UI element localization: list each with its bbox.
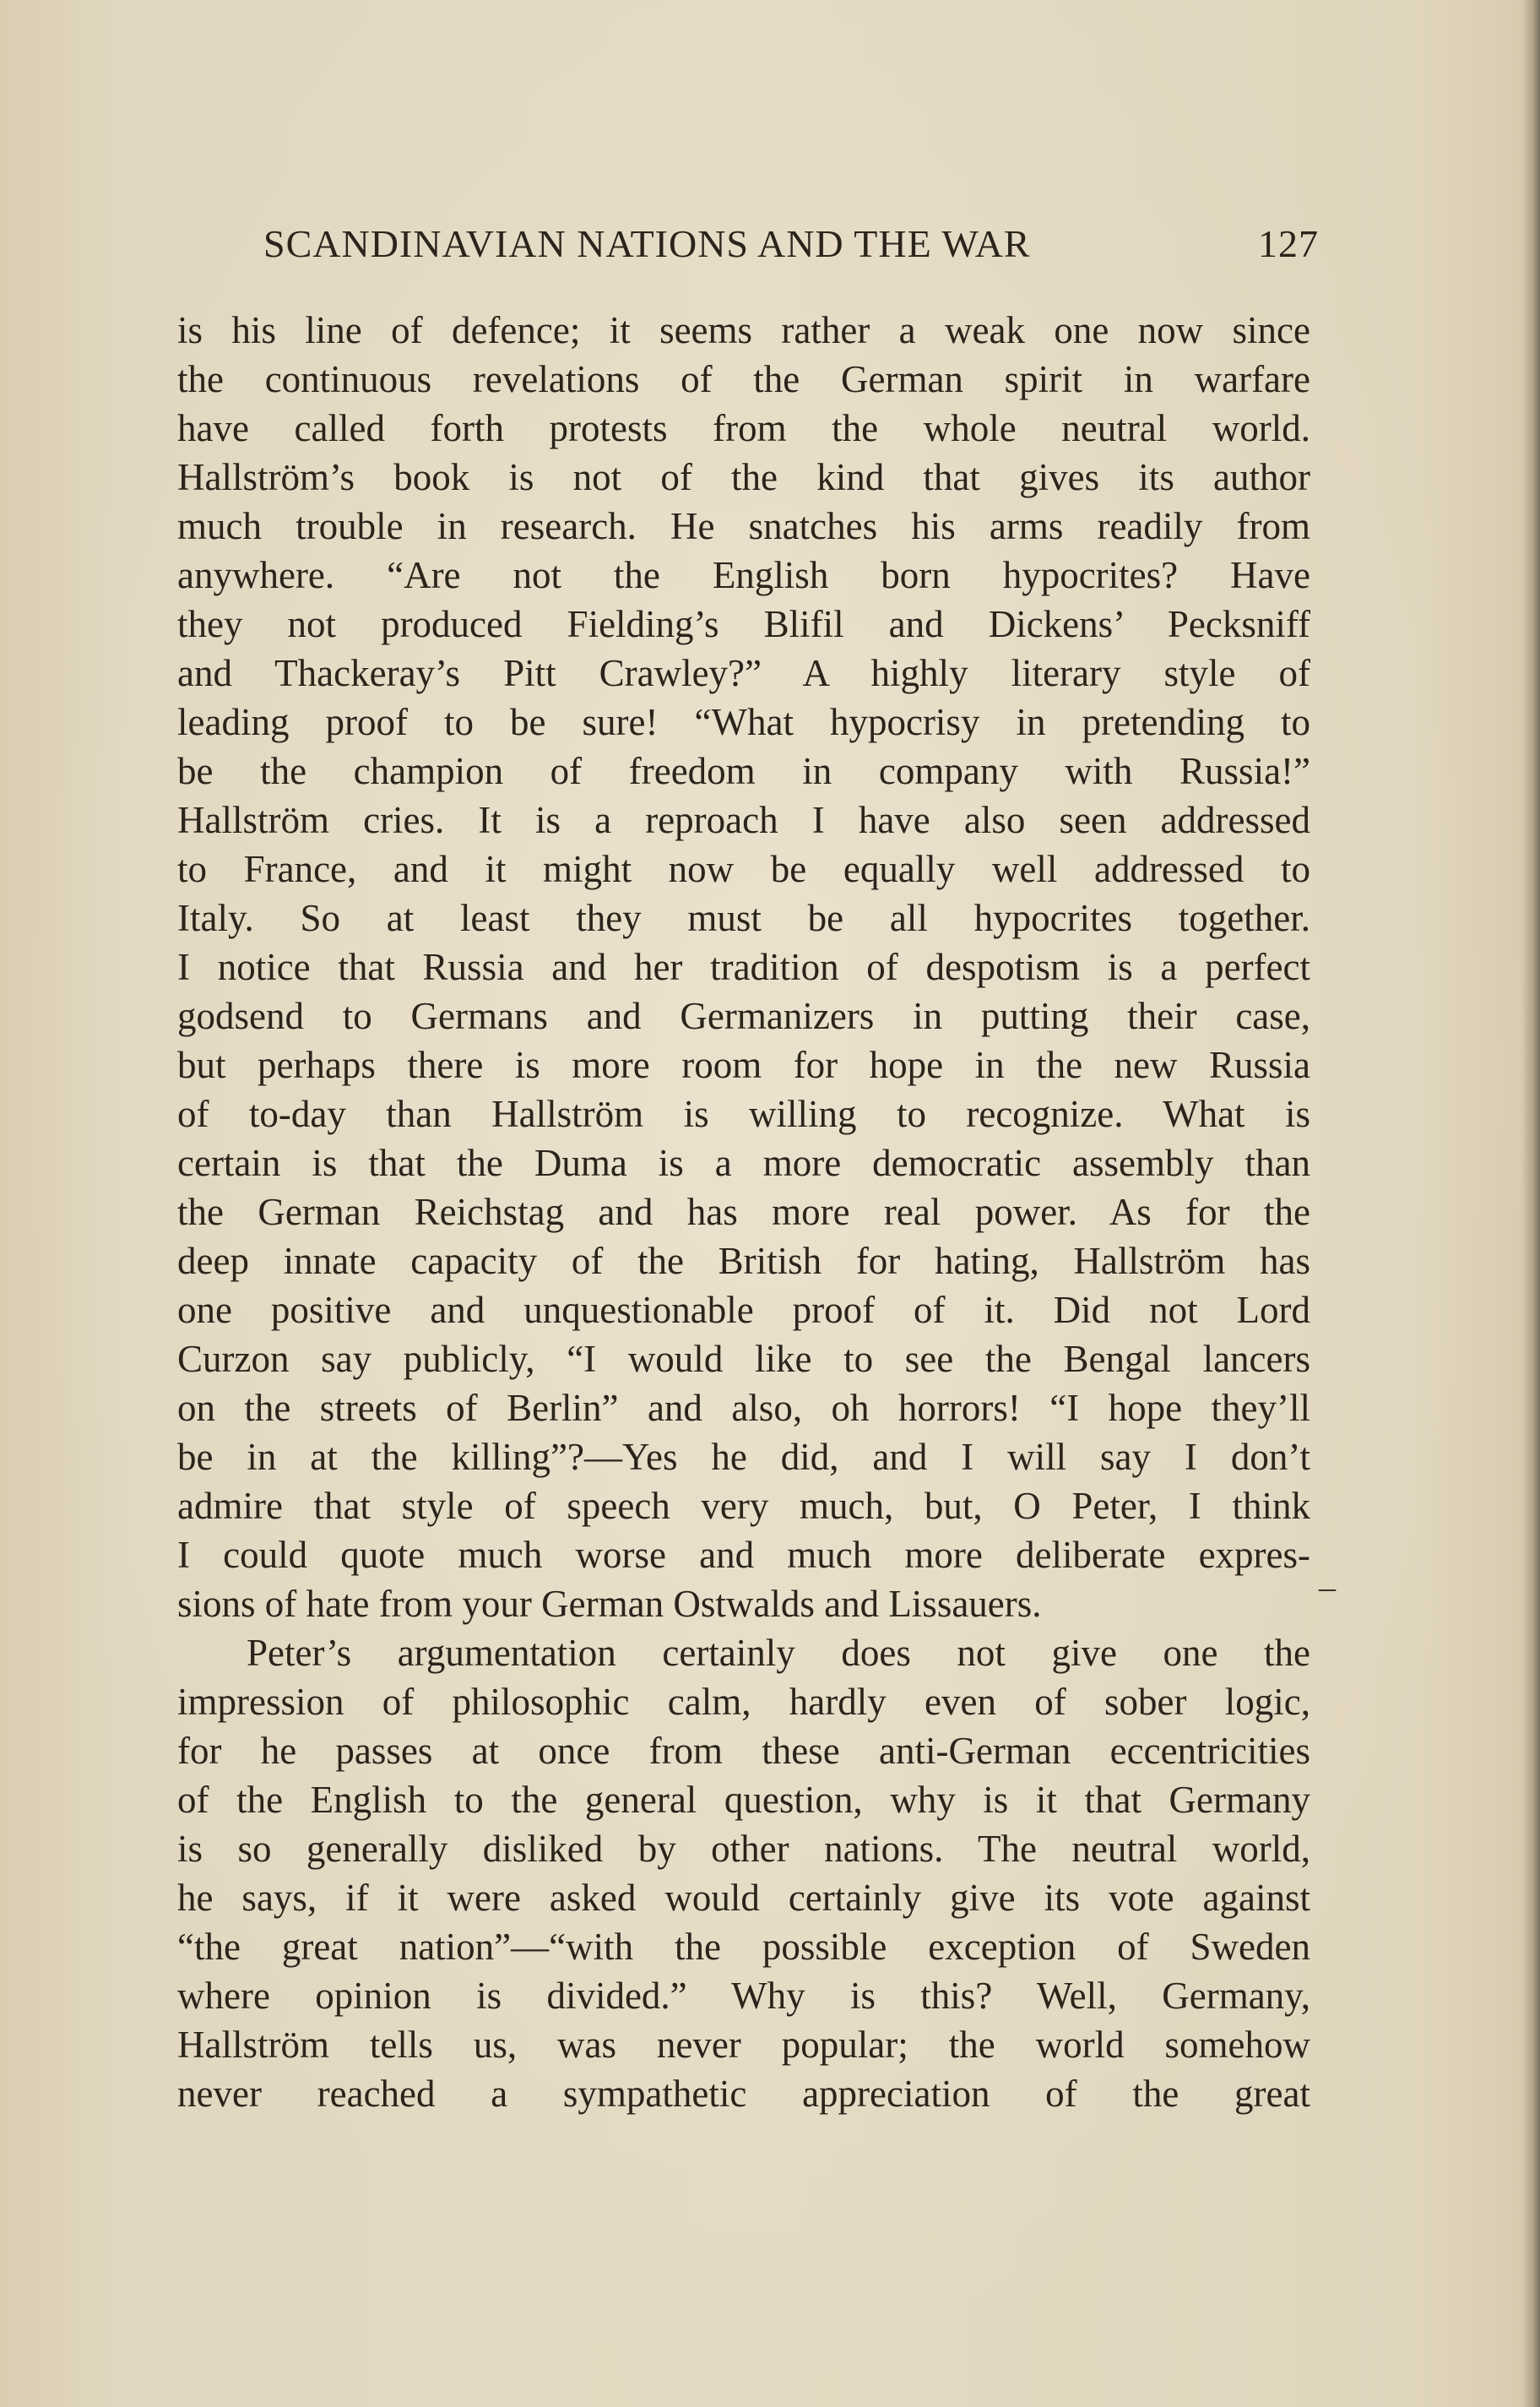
text-line: much trouble in research. He snatches his arms readily from xyxy=(177,505,1310,547)
text-line: of to-day than Hallström is willing to recognize. What is xyxy=(177,1093,1310,1135)
page-edge-shadow xyxy=(1521,0,1540,2407)
text-line: on the streets of Berlin” and also, oh horrors! “I hope they’ll xyxy=(177,1387,1310,1429)
text-line: they not produced Fielding’s Blifil and Dickens’ Pecksniff xyxy=(177,603,1310,645)
body-text xyxy=(177,306,1310,2118)
text-line: Italy. So at least they must be all hypocrites together. xyxy=(177,897,1310,939)
text-line: anywhere. “Are not the English born hypocrites? Have xyxy=(177,554,1310,596)
text-line: and Thackeray’s Pitt Crawley?” A highly literary style of xyxy=(177,652,1310,694)
text-line: I notice that Russia and her tradition of despotism is a perfect xyxy=(177,946,1310,988)
text-line: of the English to the general question, why is it that Germany xyxy=(177,1779,1310,1821)
text-line: one positive and unquestionable proof of it. Did not Lord xyxy=(177,1289,1310,1331)
text-line: but perhaps there is more room for hope in the new Russia xyxy=(177,1044,1310,1086)
running-head-title: SCANDINAVIAN NATIONS AND THE WAR xyxy=(263,222,1031,265)
text-line: where opinion is divided.” Why is this? Well, Germany, xyxy=(177,1975,1310,2017)
text-line: to France, and it might now be equally well addressed to xyxy=(177,848,1310,890)
text-line: certain is that the Duma is a more democratic assembly than xyxy=(177,1142,1310,1184)
text-line: Hallström’s book is not of the kind that gives its author xyxy=(177,456,1310,498)
text-line: the German Reichstag and has more real power. As for the xyxy=(177,1191,1310,1233)
text-line: is his line of defence; it seems rather a weak one now since xyxy=(177,309,1310,351)
text-line: Hallström cries. It is a reproach I have also seen addressed xyxy=(177,799,1310,841)
text-line: never reached a sympathetic appreciation of the great xyxy=(177,2073,1310,2115)
text-line: be in at the killing”?—Yes he did, and I will say I don’t xyxy=(177,1436,1310,1478)
text-line: the continuous revelations of the German spirit in warfare xyxy=(177,358,1310,400)
text-line: leading proof to be sure! “What hypocrisy in pretending to xyxy=(177,701,1310,743)
text-line: is so generally disliked by other nations. The neutral world, xyxy=(177,1828,1310,1870)
text-line: Curzon say publicly, “I would like to see the Bengal lancers xyxy=(177,1338,1310,1380)
text-line: Hallström tells us, was never popular; the world somehow xyxy=(177,2024,1310,2066)
text-line: godsend to Germans and Germanizers in putting their case, xyxy=(177,995,1310,1037)
text-line: admire that style of speech very much, but, O Peter, I think xyxy=(177,1485,1310,1527)
paragraph-first-line: Peter’s argumentation certainly does not give one the xyxy=(247,1632,1310,1674)
text-line: “the great nation”—“with the possible exception of Sweden xyxy=(177,1926,1310,1968)
text-line: sions of hate from your German Ostwalds and Lissauers. xyxy=(177,1583,1042,1625)
margin-mark: _ xyxy=(1319,1557,1336,1595)
text-line: for he passes at once from these anti-German eccentricities xyxy=(177,1730,1310,1772)
text-line: I could quote much worse and much more deliberate expres- xyxy=(177,1534,1310,1576)
text-line: be the champion of freedom in company with Russia!” xyxy=(177,750,1310,792)
text-line: deep innate capacity of the British for hating, Hallström has xyxy=(177,1240,1310,1282)
text-line: impression of philosophic calm, hardly even of sober logic, xyxy=(177,1681,1310,1723)
text-line: have called forth protests from the whole neutral world. xyxy=(177,407,1310,449)
page-number: 127 xyxy=(1258,222,1319,265)
running-head xyxy=(263,221,1319,272)
text-line: he says, if it were asked would certainly give its vote against xyxy=(177,1877,1310,1919)
